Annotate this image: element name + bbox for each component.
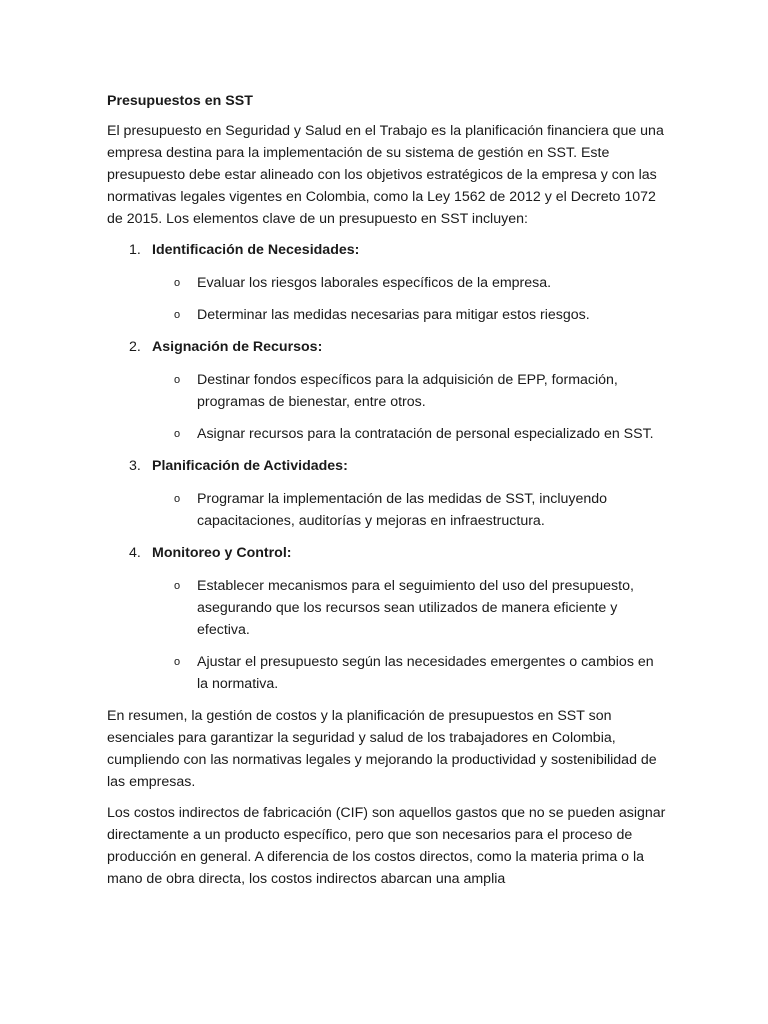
circle-bullet-icon: o [174, 656, 181, 668]
list-item [107, 455, 667, 532]
sub-list-text: Determinar las medidas necesarias para mitigar estos riesgos. [197, 307, 590, 323]
circle-bullet-icon: o [174, 277, 181, 289]
sub-list-text: Ajustar el presupuesto según las necesidades emergentes o cambios en la normativa. [197, 654, 654, 692]
sub-list [152, 575, 667, 695]
sub-list-item [152, 575, 667, 641]
sub-list-text: Destinar fondos específicos para la adquisición de EPP, formación, programas de bienestar, entre otros. [197, 372, 618, 410]
list-item-title: Asignación de Recursos: [152, 339, 323, 355]
list-item-title: Identificación de Necesidades: [152, 242, 360, 258]
circle-bullet-icon: o [174, 493, 181, 505]
intro-paragraph: El presupuesto en Seguridad y Salud en el Trabajo es la planificación financiera que una empresa destina para la implementación de su sistema de gestión en SST. Este presupuesto debe estar alineado con los objetivos estratégicos de la empresa y con las normativas legales vigentes en Colombia, como la Ley 1562 de 2012 y el Decreto 1072 de 2015. Los elementos clave de un presupuesto en SST incluyen: [107, 123, 664, 227]
sub-list-item [152, 423, 667, 445]
list-number: 4. [129, 545, 141, 561]
list-item-title: Monitoreo y Control: [152, 545, 292, 561]
list-number: 3. [129, 458, 141, 474]
sub-list-text: Establecer mecanismos para el seguimiento del uso del presupuesto, asegurando que los recursos sean utilizados de manera eficiente y efectiva. [197, 578, 634, 638]
sub-list [152, 488, 667, 532]
circle-bullet-icon: o [174, 374, 181, 386]
sub-list [152, 272, 667, 326]
sub-list-item [152, 488, 667, 532]
circle-bullet-icon: o [174, 309, 181, 321]
sub-list [152, 369, 667, 445]
sub-list-item [152, 369, 667, 413]
list-item [107, 239, 667, 326]
sub-list-item [152, 304, 667, 326]
sub-list-text: Evaluar los riesgos laborales específicos de la empresa. [197, 275, 552, 291]
closing-paragraph: Los costos indirectos de fabricación (CIF) son aquellos gastos que no se pueden asignar directamente a un producto específico, pero que son necesarios para el proceso de producción en general. A diferencia de los costos directos, como la materia prima o la mano de obra directa, los costos indirectos abarcan una amplia [107, 805, 666, 887]
document-heading: Presupuestos en SST [107, 93, 253, 109]
list-item [107, 542, 667, 695]
circle-bullet-icon: o [174, 428, 181, 440]
sub-list-text: Programar la implementación de las medidas de SST, incluyendo capacitaciones, auditorías y mejoras en infraestructura. [197, 491, 608, 529]
sub-list-item [152, 272, 667, 294]
list-number: 1. [129, 242, 141, 258]
circle-bullet-icon: o [174, 580, 181, 592]
list-item-title: Planificación de Actividades: [152, 458, 348, 474]
key-elements-list [107, 239, 667, 695]
list-item [107, 336, 667, 445]
list-number: 2. [129, 339, 141, 355]
document-page [107, 90, 667, 899]
summary-paragraph: En resumen, la gestión de costos y la planificación de presupuestos en SST son esenciales para garantizar la seguridad y salud de los trabajadores en Colombia, cumpliendo con las normativas legales y mejorando la productividad y sostenibilidad de las empresas. [107, 708, 657, 790]
sub-list-text: Asignar recursos para la contratación de personal especializado en SST. [197, 426, 654, 442]
sub-list-item [152, 651, 667, 695]
